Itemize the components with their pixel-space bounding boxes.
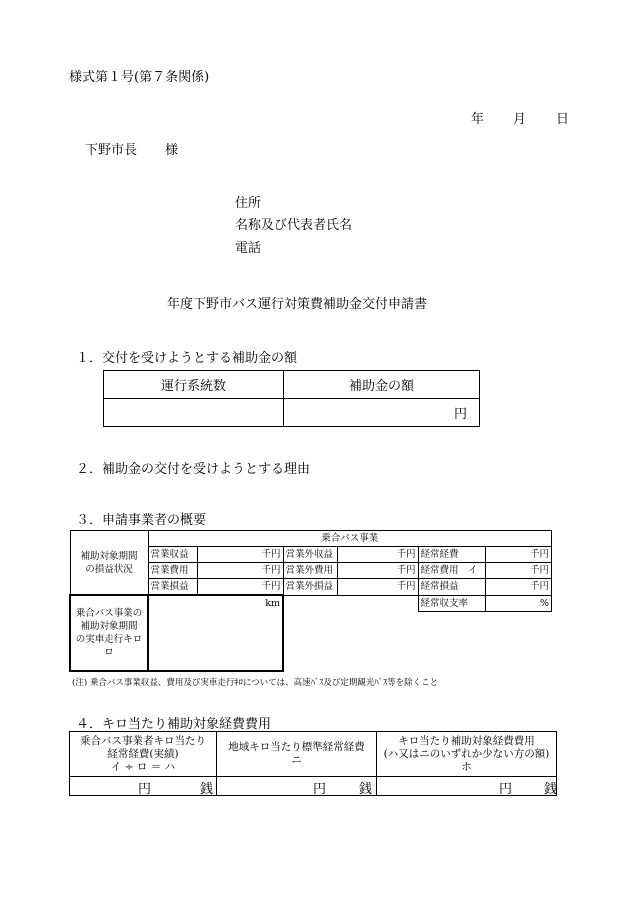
profit-loss-label: 補助対象期間 の損益状況	[70, 531, 148, 596]
mileage-cell: km	[148, 595, 283, 671]
subsidy-cost-cell: 円 銭	[377, 777, 557, 796]
value-cell: 千円	[337, 547, 418, 563]
addressee-honorific: 様	[165, 143, 179, 158]
actual-cost-cell: 円 銭	[70, 777, 217, 796]
row-label: 営業収益	[148, 547, 197, 563]
route-count-cell	[104, 399, 284, 427]
row-label: 営業外収益	[283, 547, 337, 563]
standard-cost-cell: 円 銭	[217, 777, 377, 796]
subsidy-cost-header: キロ当たり補助対象経費費用 (ハ又はニのいずれか少ない方の額) ホ	[377, 732, 557, 777]
section3-heading: ３．申請事業者の概要	[76, 513, 207, 528]
row-label: 経常損益	[418, 579, 485, 596]
section2-heading: ２．補助金の交付を受けようとする理由	[76, 462, 311, 477]
section1-heading: １．交付を受けようとする補助金の額	[76, 351, 298, 366]
addressee: 下野市長	[85, 143, 138, 158]
date-month: 月	[513, 112, 527, 127]
value-cell: 千円	[337, 579, 418, 596]
row-label: 経常経費	[418, 547, 485, 563]
subsidy-amount-header: 補助金の額	[284, 371, 480, 399]
applicant-name: 名称及び代表者氏名	[235, 218, 353, 233]
route-count-header: 運行系統数	[104, 371, 284, 399]
value-cell: 千円	[197, 579, 283, 596]
ratio-label: 経常収支率	[418, 595, 485, 611]
section4-heading: ４．キロ当たり補助対象経費費用	[76, 717, 272, 732]
value-cell: 千円	[197, 563, 283, 579]
subsidy-amount-cell: 円	[284, 399, 480, 427]
value-cell: 千円	[485, 547, 552, 563]
standard-cost-header: 地域キロ当たり標準経常経費 ニ	[217, 732, 377, 777]
value-cell: 千円	[337, 563, 418, 579]
ratio-cell: %	[485, 595, 552, 611]
value-cell: 千円	[197, 547, 283, 563]
cost-per-km-table	[69, 731, 557, 796]
note: (注) 乗合バス事業収益、費用及び実車走行ｷﾛについては、高速ﾊﾞｽ及び定期観光ﾊﾞｽ等を除くこと	[72, 678, 439, 688]
row-label: 営業外費用	[283, 563, 337, 579]
actual-cost-header: 乗合バス事業者キロ当たり 経常経費(実績) イ ÷ ロ ＝ ハ	[70, 732, 217, 777]
row-label: 営業損益	[148, 579, 197, 596]
mileage-label: 乗合バス事業の 補助対象期間 の実車走行キロ ロ	[70, 595, 148, 671]
business-overview-table	[69, 530, 552, 672]
bus-business-header: 乗合バス事業	[148, 531, 552, 547]
subsidy-amount-table	[103, 370, 480, 427]
form-number: 様式第１号(第７条関係)	[69, 70, 210, 85]
value-cell: 千円	[485, 563, 552, 579]
applicant-phone: 電話	[235, 241, 262, 256]
value-cell: 千円	[485, 579, 552, 596]
row-label: 営業外損益	[283, 579, 337, 596]
document-title: 年度下野市バス運行対策費補助金交付申請書	[167, 297, 428, 312]
date-day: 日	[556, 112, 570, 127]
applicant-address: 住所	[235, 196, 262, 211]
row-label: 経常費用 イ	[418, 563, 485, 579]
date-year: 年	[471, 112, 485, 127]
row-label: 営業費用	[148, 563, 197, 579]
